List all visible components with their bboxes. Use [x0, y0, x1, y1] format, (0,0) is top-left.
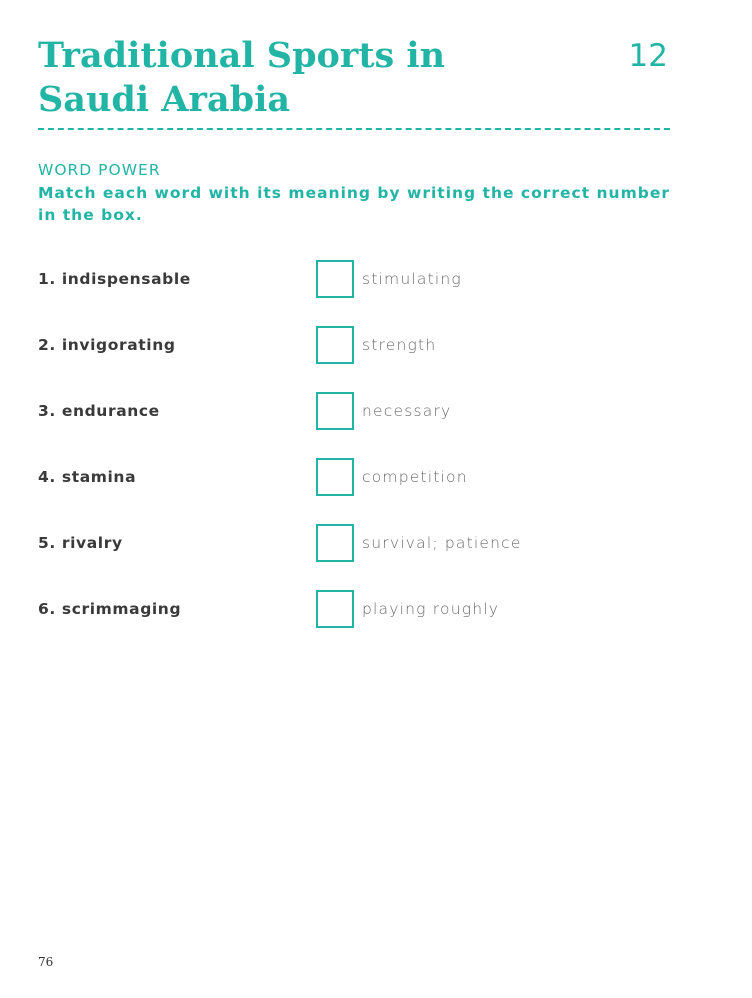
match-word: 3. endurance — [38, 402, 160, 420]
match-meaning: survival; patience — [362, 534, 522, 552]
match-word: 6. scrimmaging — [38, 600, 182, 618]
match-meaning: competition — [362, 468, 468, 486]
match-row — [0, 458, 752, 498]
match-meaning: strength — [362, 336, 437, 354]
answer-box[interactable] — [316, 524, 354, 562]
match-row — [0, 524, 752, 564]
match-word: 1. indispensable — [38, 270, 191, 288]
instructions: Match each word with its meaning by writing the correct number in the box. — [38, 184, 670, 224]
page-title: Traditional Sports in Saudi Arabia — [38, 35, 446, 120]
section-title: WORD POWER — [38, 161, 161, 179]
dashed-divider — [38, 128, 670, 130]
match-word: 4. stamina — [38, 468, 137, 486]
match-row — [0, 392, 752, 432]
match-row — [0, 326, 752, 366]
answer-box[interactable] — [316, 392, 354, 430]
answer-box[interactable] — [316, 326, 354, 364]
match-word: 5. rivalry — [38, 534, 123, 552]
match-row — [0, 260, 752, 300]
match-meaning: stimulating — [362, 270, 462, 288]
answer-box[interactable] — [316, 458, 354, 496]
match-meaning: necessary — [362, 402, 452, 420]
answer-box[interactable] — [316, 260, 354, 298]
match-row — [0, 590, 752, 630]
chapter-number: 12 — [628, 38, 668, 74]
match-word: 2. invigorating — [38, 336, 176, 354]
match-meaning: playing roughly — [362, 600, 500, 618]
page-number: 76 — [38, 955, 54, 969]
answer-box[interactable] — [316, 590, 354, 628]
section-header — [38, 160, 678, 226]
